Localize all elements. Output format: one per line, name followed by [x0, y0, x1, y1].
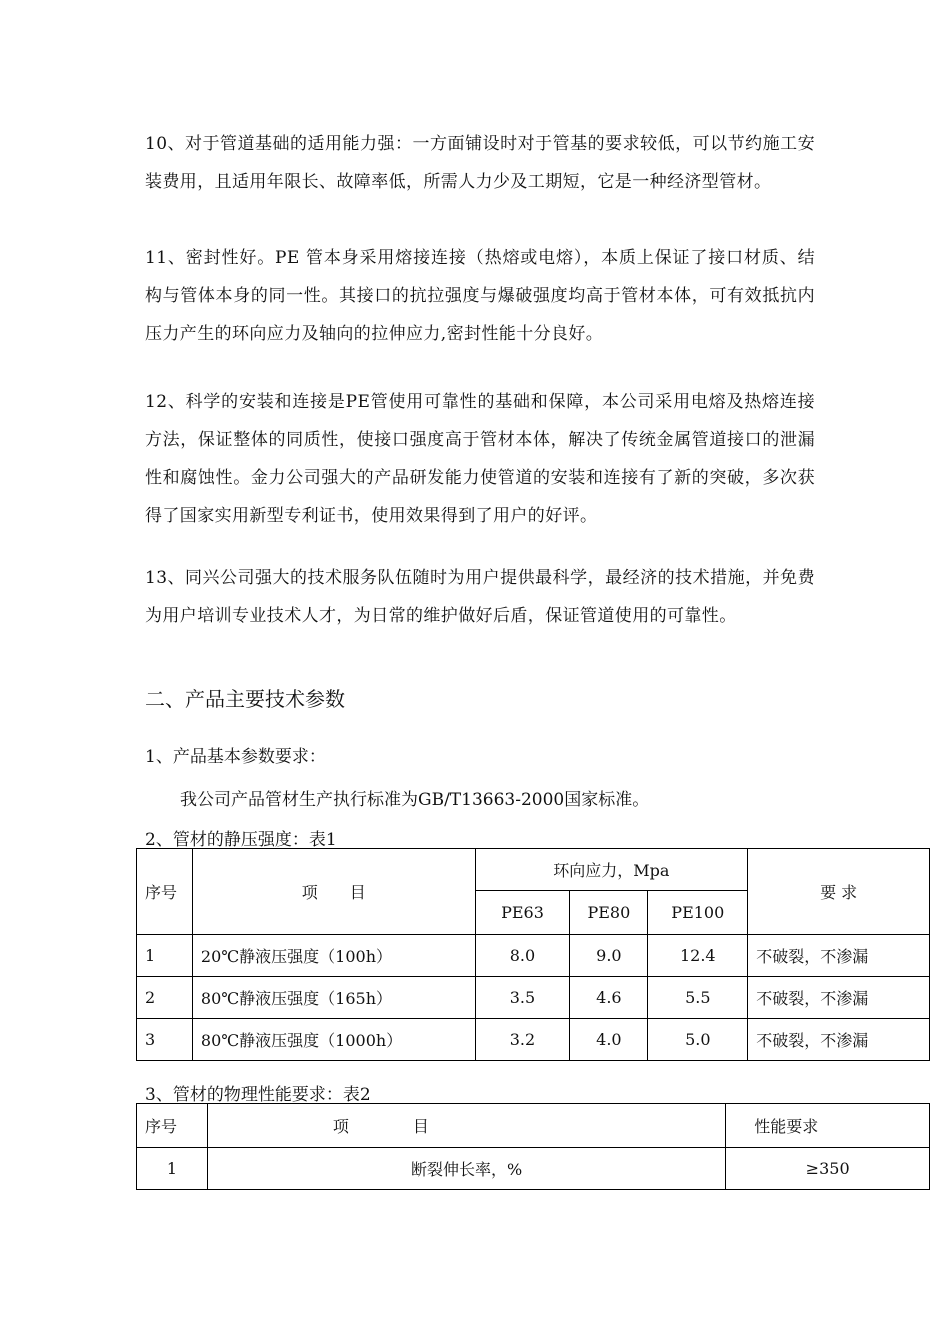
section-heading: 二、产品主要技术参数 [145, 687, 345, 711]
paragraph-12: 12、科学的安装和连接是PE管使用可靠性的基础和保障，本公司采用电熔及热熔连接方法，保证整体的同质性，使接口强度高于管材本体，解决了传统金属管道接口的泄漏性和腐蚀性。金力公司强大的产品研发能力使管道的安装和连接有了新的突破，多次获得了国家实用新型专利证书，使用效果得到了用户的好评。 [145, 392, 815, 526]
table-row [137, 1019, 930, 1061]
table2-caption: 3、管材的物理性能要求：表2 [145, 1085, 371, 1105]
header-performance: 性能要求 [726, 1104, 930, 1148]
cell-item: 断裂伸长率，% [207, 1148, 725, 1190]
cell-item: 80℃静液压强度（1000h） [192, 1019, 475, 1061]
table-header-row [137, 1104, 930, 1148]
header-pe100: PE100 [648, 891, 748, 935]
paragraph-13: 13、同兴公司强大的技术服务队伍随时为用户提供最科学，最经济的技术措施，并免费为用户培训专业技术人才，为日常的维护做好后盾，保证管道使用的可靠性。 [145, 568, 815, 626]
table-row [137, 1148, 930, 1190]
standard-text: 我公司产品管材生产执行标准为GB/T13663-2000国家标准。 [180, 790, 650, 810]
header-no: 序号 [137, 849, 193, 935]
static-pressure-table [136, 848, 930, 1061]
header-item: 项 目 [192, 849, 475, 935]
cell-pe63: 3.2 [475, 1019, 570, 1061]
header-pe63: PE63 [475, 891, 570, 935]
cell-pe80: 4.0 [570, 1019, 648, 1061]
cell-pe100: 5.5 [648, 977, 748, 1019]
header-no: 序号 [137, 1104, 208, 1148]
physical-properties-table [136, 1103, 930, 1190]
header-requirement: 要 求 [748, 849, 930, 935]
cell-pe100: 5.0 [648, 1019, 748, 1061]
cell-pe100: 12.4 [648, 935, 748, 977]
paragraph-10: 10、对于管道基础的适用能力强：一方面铺设时对于管基的要求较低，可以节约施工安装费用，且适用年限长、故障率低，所需人力少及工期短，它是一种经济型管材。 [145, 134, 815, 192]
table-header-row [137, 849, 930, 891]
table1-caption: 2、管材的静压强度：表1 [145, 830, 337, 850]
table-row [137, 977, 930, 1019]
table-row [137, 935, 930, 977]
cell-no: 2 [137, 977, 193, 1019]
header-hoop-stress: 环向应力，Mpa [475, 849, 748, 891]
cell-no: 1 [137, 1148, 208, 1190]
cell-item: 80℃静液压强度（165h） [192, 977, 475, 1019]
cell-no: 3 [137, 1019, 193, 1061]
subheading-basic-params: 1、产品基本参数要求： [145, 747, 326, 767]
cell-pe80: 4.6 [570, 977, 648, 1019]
cell-pe80: 9.0 [570, 935, 648, 977]
cell-pe63: 3.5 [475, 977, 570, 1019]
cell-requirement: 不破裂，不渗漏 [748, 1019, 930, 1061]
cell-no: 1 [137, 935, 193, 977]
header-item: 项 目 [207, 1104, 725, 1148]
cell-pe63: 8.0 [475, 935, 570, 977]
cell-requirement: 不破裂，不渗漏 [748, 977, 930, 1019]
header-pe80: PE80 [570, 891, 648, 935]
paragraph-11: 11、密封性好。PE 管本身采用熔接连接（热熔或电熔），本质上保证了接口材质、结构与管体本身的同一性。其接口的抗拉强度与爆破强度均高于管材本体，可有效抵抗内压力产生的环向应力及轴向的拉伸应力,密封性能十分良好。 [145, 248, 815, 344]
cell-performance: ≥350 [726, 1148, 930, 1190]
cell-item: 20℃静液压强度（100h） [192, 935, 475, 977]
cell-requirement: 不破裂，不渗漏 [748, 935, 930, 977]
